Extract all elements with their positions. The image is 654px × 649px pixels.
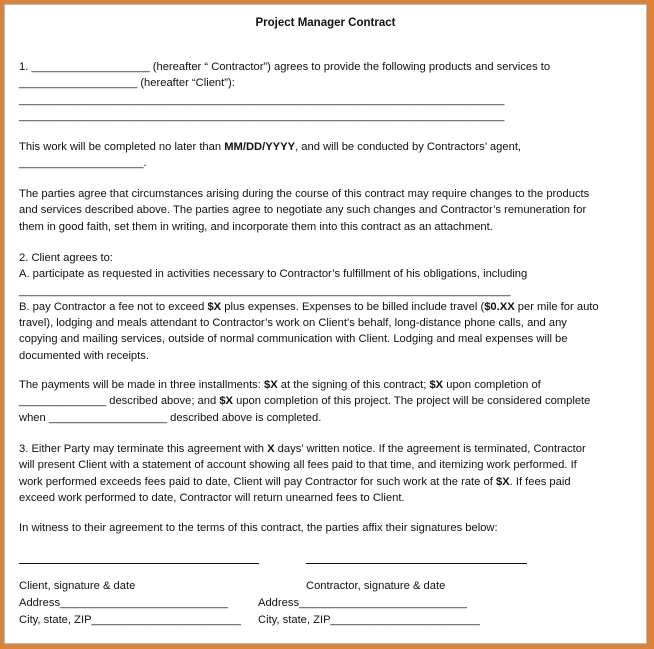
- payments-line-1: The payments will be made in three installments: $X at the signing of this contract; $X upon completion of: [19, 379, 541, 391]
- section-2-item-b-line-2: travel), lodging and meals attendant to Contractor’s work on Client’s behalf, long-distance phone calls, and any: [19, 317, 567, 330]
- section-2: [19, 250, 637, 364]
- fee-amount: $X: [207, 300, 222, 313]
- section-1-blank-2: ______________________________________________________________________________: [19, 109, 505, 122]
- section-1-blank-1: ______________________________________________________________________________: [19, 93, 505, 106]
- payments-line-2: ______________ described above; and $X upon completion of this project. The project will be considered complete: [19, 395, 591, 408]
- section-3-line-2: will present Client with a statement of account showing all fees paid to that time, and itemizing work performed. If: [19, 459, 577, 472]
- section-2-heading: 2. Client agrees to:: [19, 252, 113, 264]
- work-rate-amount: $X: [495, 475, 510, 488]
- section-3-line-3: work performed exceeds fees paid to date, Client will pay Contractor for such work at the rate of $X. If fees paid: [19, 475, 571, 488]
- completion-clause: [19, 139, 637, 172]
- completion-date: MM/DD/YYYY: [224, 141, 296, 153]
- client-signature-line: [19, 563, 259, 564]
- section-1-line-2: ___________________ (hereafter “Client”):: [19, 77, 235, 90]
- section-1-line-1: 1. ___________________ (hereafter “ Contractor”) agrees to provide the following products and services to: [19, 61, 551, 73]
- changes-clause: [19, 186, 637, 235]
- section-3-line-1: 3. Either Party may terminate this agreement with X days’ written notice. If the agreement is terminated, Contractor: [19, 443, 586, 455]
- payments-clause: [19, 377, 637, 426]
- client-city-state-zip: City, state, ZIP________________________: [19, 614, 241, 626]
- changes-line-3: them in good faith, set them in writing, and incorporate them into this contract as an attachment.: [19, 220, 493, 233]
- contractor-signature-label: Contractor, signature & date: [306, 580, 446, 592]
- contract-page: [4, 4, 647, 644]
- client-signature-label: Client, signature & date: [19, 580, 136, 592]
- client-address: Address___________________________: [19, 597, 229, 609]
- section-2-item-b-line-3: copying and mailing services, outside of normal communication with Client. Lodging and meal expenses will be: [19, 333, 568, 346]
- payments-line-3: when ___________________ described above is completed.: [19, 411, 322, 424]
- section-3: [19, 441, 637, 506]
- installment-1-amount: $X: [264, 379, 278, 391]
- section-2-item-a: A. participate as requested in activities necessary to Contractor’s fulfillment of his obligations, including: [19, 268, 528, 281]
- completion-line-2: ____________________.: [19, 157, 147, 170]
- changes-line-2: and services described above. The parties agree to negotiate any such changes and Contractor’s remuneration for: [19, 204, 587, 217]
- changes-line-1: The parties agree that circumstances arising during the course of this contract may require changes to the products: [19, 188, 590, 200]
- section-2-item-b-line-4: documented with receipts.: [19, 349, 149, 362]
- section-3-line-4: exceed work performed to date, Contractor will return unearned fees to Client.: [19, 491, 405, 504]
- notice-days: X: [267, 443, 275, 455]
- contractor-signature-line: [306, 563, 527, 564]
- completion-line-1: This work will be completed no later than MM/DD/YYYY, and will be conducted by Contractors’ agent,: [19, 141, 522, 153]
- document-title: Project Manager Contract: [255, 17, 396, 29]
- section-2-blank: _______________________________________________________________________________: [19, 284, 511, 297]
- section-1: [19, 59, 637, 124]
- witness-statement: In witness to their agreement to the terms of this contract, the parties affix their signatures below:: [19, 522, 498, 534]
- mileage-rate: $0.XX: [484, 300, 515, 313]
- section-2-item-b-line-1: B. pay Contractor a fee not to exceed $X plus expenses. Expenses to be billed include travel ($0.XX per mile for auto: [19, 300, 599, 313]
- contractor-city-state-zip: City, state, ZIP________________________: [258, 614, 480, 626]
- installment-2-amount: $X: [429, 379, 444, 391]
- contractor-address: Address___________________________: [258, 597, 468, 609]
- installment-3-amount: $X: [219, 395, 233, 408]
